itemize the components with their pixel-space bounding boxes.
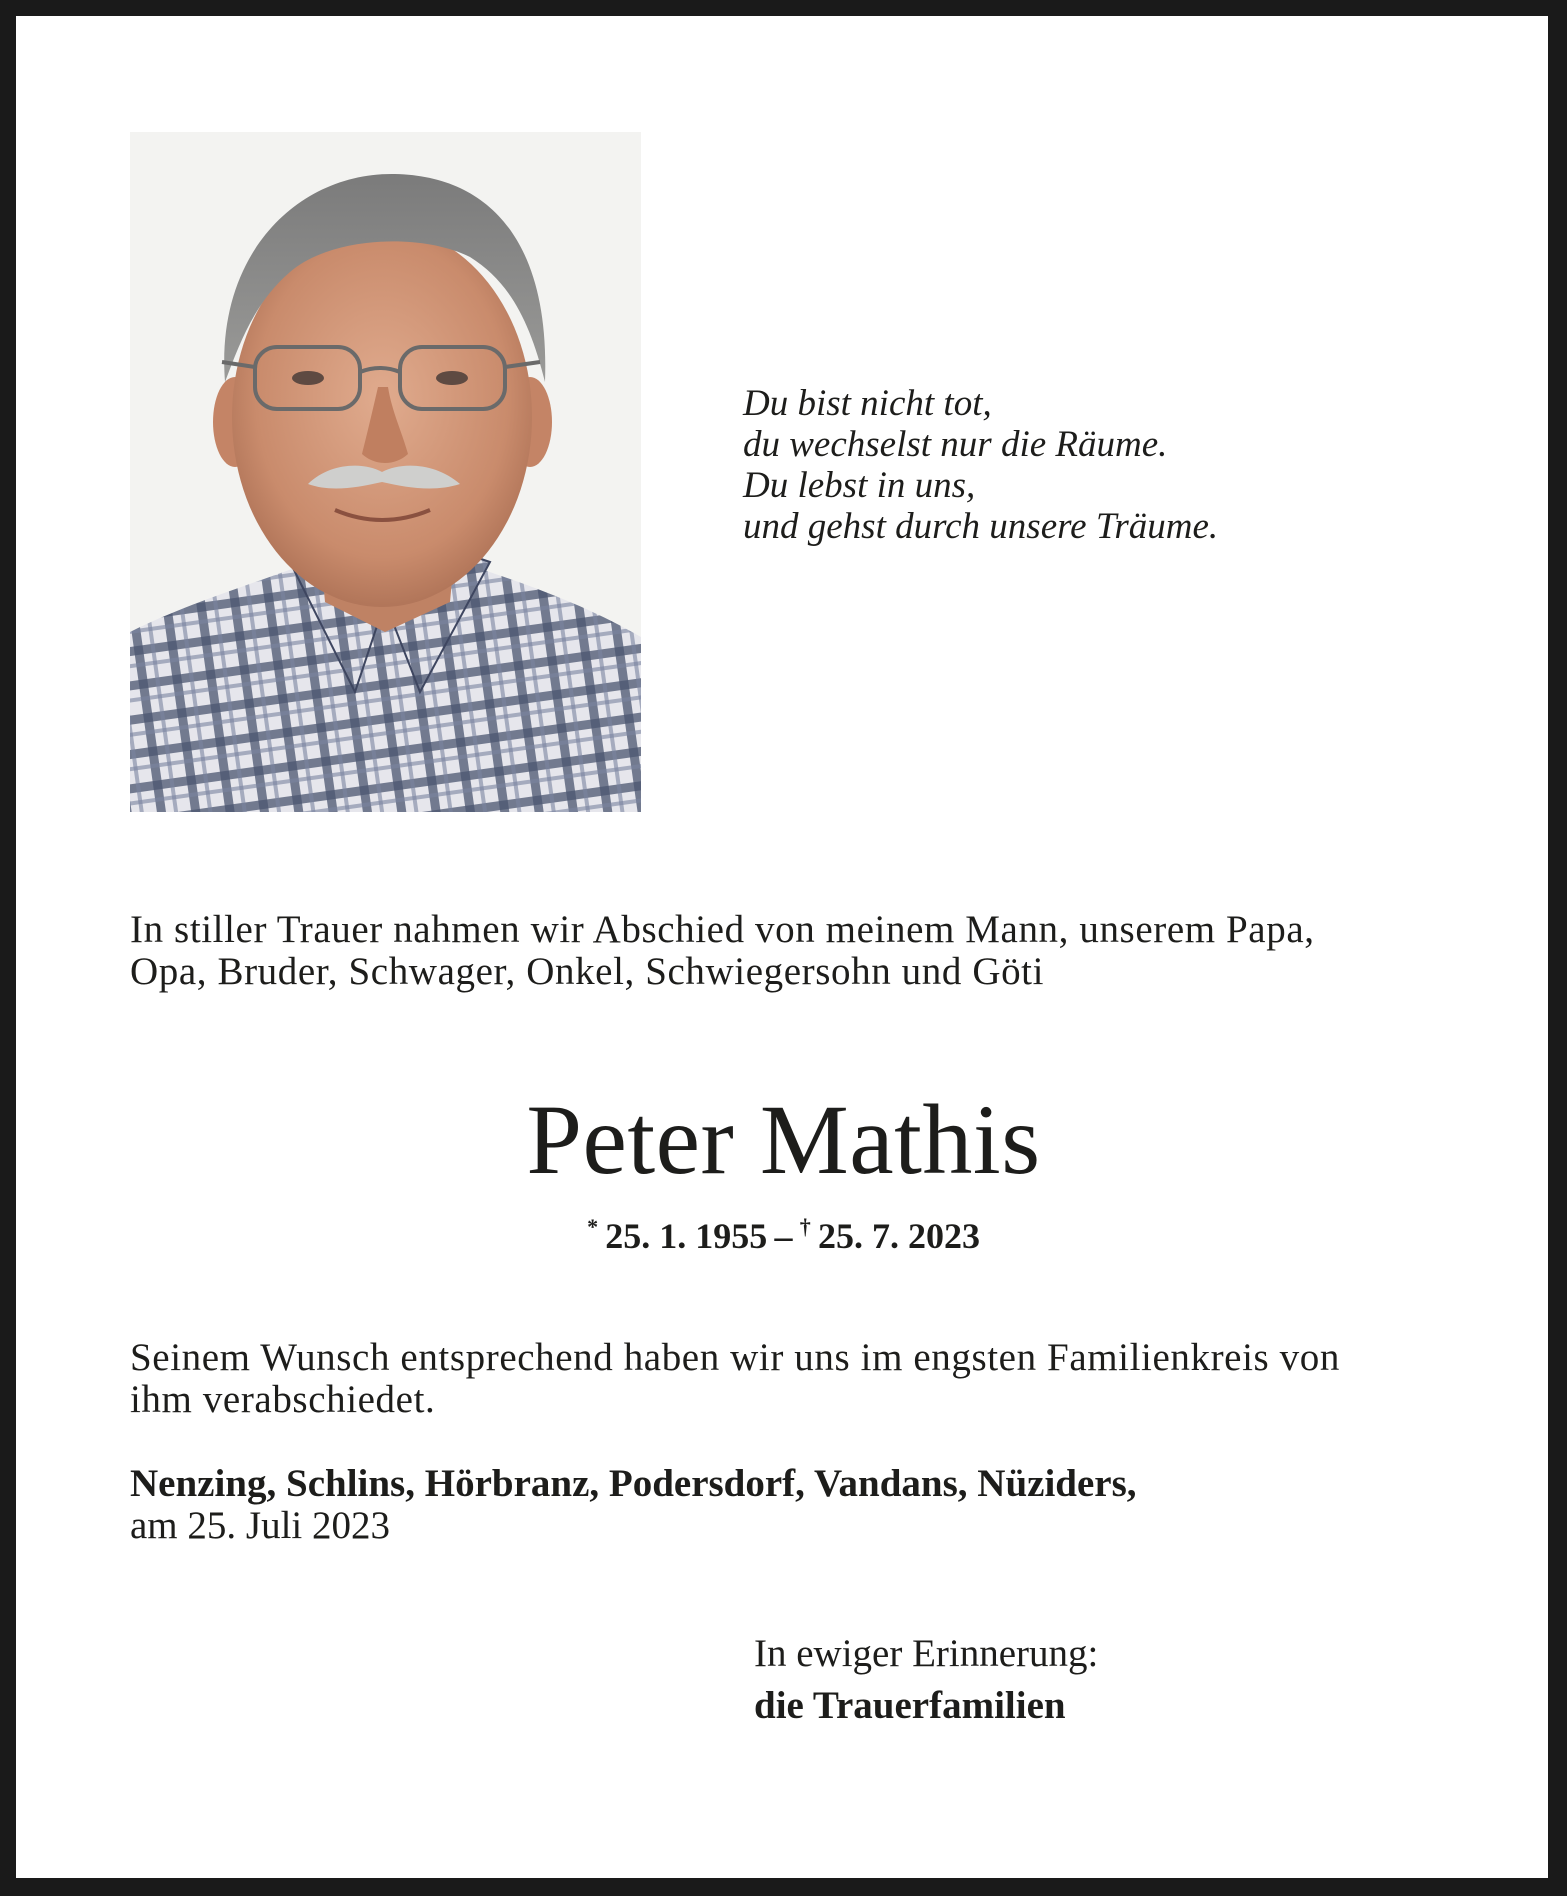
date-separator: – [774, 1216, 793, 1256]
life-dates [0, 1214, 1567, 1258]
death-date: 25. 7. 2023 [817, 1216, 980, 1256]
portrait-photo [130, 132, 641, 812]
poem-line: Du lebst in uns, [743, 465, 976, 506]
birth-symbol: * [587, 1214, 599, 1239]
intro-text [130, 909, 1470, 993]
date-line: am 25. Juli 2023 [130, 1504, 390, 1547]
death-symbol: † [799, 1214, 811, 1239]
birth-date: 25. 1. 1955 [605, 1216, 768, 1256]
wish-text [130, 1337, 1470, 1421]
poem [743, 383, 1218, 547]
wish-line: ihm verabschiedet. [130, 1378, 436, 1421]
poem-line: Du bist nicht tot, [743, 383, 992, 424]
intro-line: Opa, Bruder, Schwager, Onkel, Schwiegersohn und Göti [130, 950, 1045, 993]
deceased-name: Peter Mathis [526, 1084, 1041, 1195]
places-line: Nenzing, Schlins, Hörbranz, Podersdorf, Vandans, Nüziders, [130, 1462, 1137, 1505]
poem-line: du wechselst nur die Räume. [743, 424, 1168, 465]
poem-line: und gehst durch unsere Träume. [743, 506, 1219, 547]
memory-line: In ewiger Erinnerung: [754, 1632, 1099, 1675]
intro-line: In stiller Trauer nahmen wir Abschied von meinem Mann, unserem Papa, [130, 908, 1315, 951]
wish-line: Seinem Wunsch entsprechend haben wir uns im engsten Familienkreis von [130, 1336, 1340, 1379]
families-line: die Trauerfamilien [754, 1684, 1066, 1727]
